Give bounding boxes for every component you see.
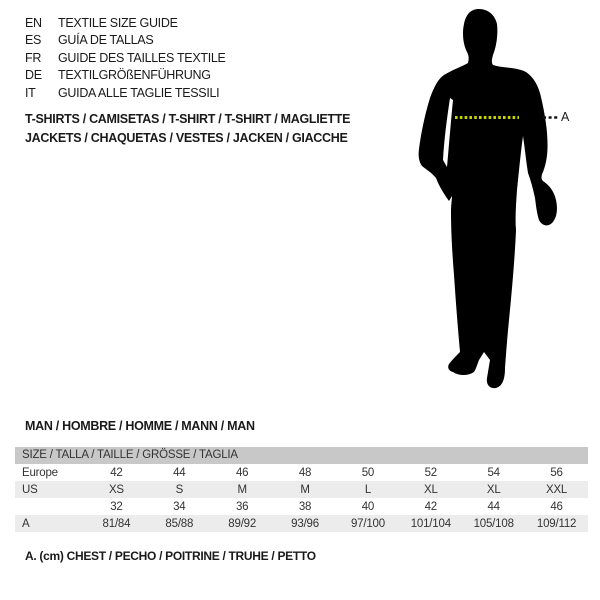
table-cell: 38 (298, 500, 312, 513)
table-cell: 109/112 (536, 517, 577, 530)
language-code: FR (25, 50, 42, 65)
garment-line-tshirts: T-SHIRTS / CAMISETAS / T-SHIRT / T-SHIRT / MAGLIETTE (25, 112, 351, 126)
measurement-label-a: A (561, 110, 570, 124)
size-table (15, 447, 588, 532)
table-cell: 36 (235, 500, 249, 513)
table-cell: 48 (298, 466, 312, 479)
table-cell: 54 (487, 466, 500, 479)
size-table-header: SIZE / TALLA / TAILLE / GRÖSSE / TAGLIA (15, 447, 588, 464)
table-row-us (15, 481, 588, 498)
table-cell: 46 (235, 466, 249, 479)
table-cell: 85/88 (165, 517, 194, 530)
table-cell: 32 (110, 500, 123, 513)
table-cell: 50 (361, 466, 375, 479)
language-title: GUÍA DE TALLAS (58, 33, 154, 48)
language-code: ES (25, 33, 42, 48)
table-cell: 52 (424, 466, 438, 479)
table-cell: 89/92 (228, 517, 257, 530)
table-row-chest-a (15, 515, 588, 532)
table-cell: 81/84 (102, 517, 131, 530)
language-title: GUIDE DES TAILLES TEXTILE (58, 50, 226, 65)
language-code: IT (25, 85, 36, 100)
table-cell: 34 (173, 500, 186, 513)
table-cell: XS (108, 483, 124, 496)
man-silhouette (419, 9, 557, 388)
row-label: US (22, 483, 38, 496)
table-cell: 93/96 (291, 517, 319, 530)
row-label: Europe (22, 466, 58, 479)
table-cell: 40 (361, 500, 375, 513)
table-cell: M (300, 483, 310, 496)
table-cell: 46 (550, 500, 563, 513)
language-code: DE (25, 68, 42, 83)
section-title: MAN / HOMBRE / HOMME / MANN / MAN (25, 419, 255, 433)
language-title: TEXTILE SIZE GUIDE (58, 15, 178, 30)
language-title: TEXTILGRÖßENFÜHRUNG (58, 68, 211, 83)
table-row-europe (15, 464, 588, 481)
table-cell: 44 (487, 500, 500, 513)
table-cell: L (364, 483, 372, 496)
footnote-measurement-legend: A. (cm) CHEST / PECHO / POITRINE / TRUHE / PETTO (25, 549, 316, 563)
table-cell: 105/108 (473, 517, 514, 530)
table-cell: XL (423, 483, 438, 496)
table-cell: S (175, 483, 184, 496)
table-cell: 101/104 (410, 517, 451, 530)
table-row-alt-size (15, 498, 588, 515)
language-title: GUIDA ALLE TAGLIE TESSILI (58, 85, 220, 100)
garment-line-jackets: JACKETS / CHAQUETAS / VESTES / JACKEN / GIACCHE (25, 131, 348, 145)
table-cell: M (237, 483, 247, 496)
table-cell: XL (486, 483, 501, 496)
row-label: A (22, 517, 30, 530)
language-code: EN (25, 15, 42, 30)
table-cell: 42 (110, 466, 123, 479)
table-cell: 97/100 (350, 517, 385, 530)
table-cell: 44 (173, 466, 186, 479)
table-cell: XXL (545, 483, 568, 496)
table-cell: 56 (550, 466, 563, 479)
table-cell: 42 (424, 500, 438, 513)
